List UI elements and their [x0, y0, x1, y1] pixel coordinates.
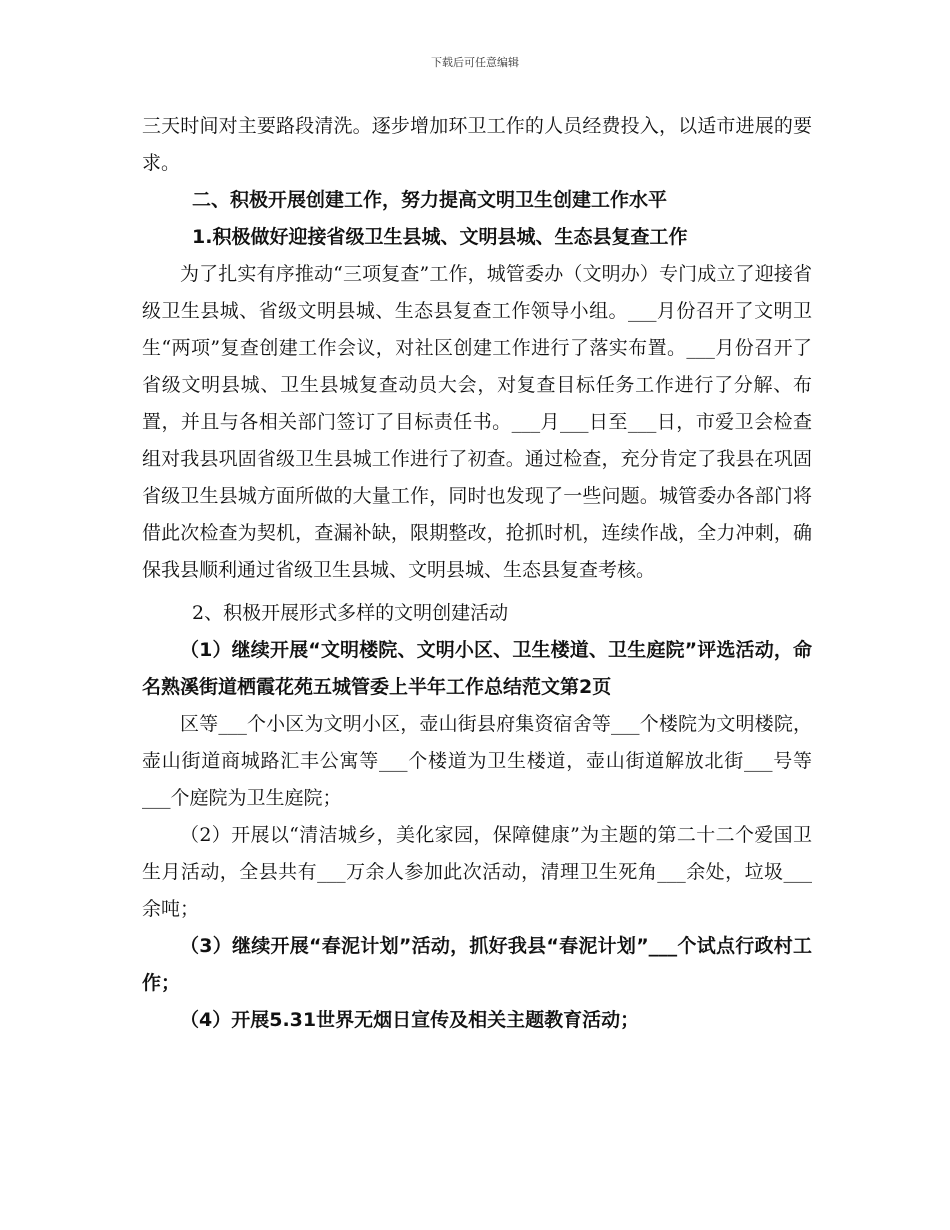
- section-heading-2: 二、积极开展创建工作，努力提高文明卫生创建工作水平: [192, 189, 668, 211]
- paragraph-intro: 三天时间对主要路段清洗。逐步增加环卫工作的人员经费投入，以适市进展的要求。: [142, 115, 812, 174]
- paragraph-review-work: 为了扎实有序推动“三项复查”工作，城管委办（文明办）专门成立了迎接省级卫生县城、省级文明县城、生态县复查工作领导小组。___月份召开了文明卫生“两项”复查创建工作会议，对社区创建工作进行了落实布置。___月份召开了省级文明县城、卫生县城复查动员大会，对复查目标任务工作进行了分解、布置，并且与各相关部门签订了目标责任书。___月___日至___日，市爱卫会检查组对我县巩固省级卫生县城工作进行了初查。通过检查，充分肯定了我县在巩固省级卫生县城方面所做的大量工作，同时也发现了一些问题。城管委办各部门将借此次检查为契机，查漏补缺，限期整改，抢抓时机，连续作战，全力冲刺，确保我县顺利通过省级卫生县城、文明县城、生态县复查考核。: [142, 263, 812, 581]
- page-header: 下载后可任意编辑: [431, 56, 519, 69]
- list-item-2: （2）开展以“清洁城乡，美化家园，保障健康”为主题的第二十二个爱国卫生月活动，全县共有___万余人参加此次活动，清理卫生死角___余处，垃圾___余吨；: [142, 824, 812, 920]
- subsection-heading-2-1: 1.积极做好迎接省级卫生县城、文明县城、生态县复查工作: [192, 226, 688, 248]
- list-item-3: （3）继续开展“春泥计划”活动，抓好我县“春泥计划”___个试点行政村工作；: [142, 935, 812, 994]
- list-item-1-heading: （1）继续开展“文明楼院、文明小区、卫生楼道、卫生庭院”评选活动，命名熟溪街道栖霞花苑五城管委上半年工作总结范文第2页: [142, 639, 812, 698]
- document-body: [142, 108, 812, 1039]
- subsection-heading-2-2: 2、积极开展形式多样的文明创建活动: [192, 602, 509, 624]
- list-item-1-content: 区等___个小区为文明小区，壶山街县府集资宿舍等___个楼院为文明楼院，壶山街道商城路汇丰公寓等___个楼道为卫生楼道，壶山街道解放北街___号等___个庭院为卫生庭院；: [142, 713, 812, 809]
- list-item-4: （4）开展5.31世界无烟日宣传及相关主题教育活动；: [180, 1009, 640, 1031]
